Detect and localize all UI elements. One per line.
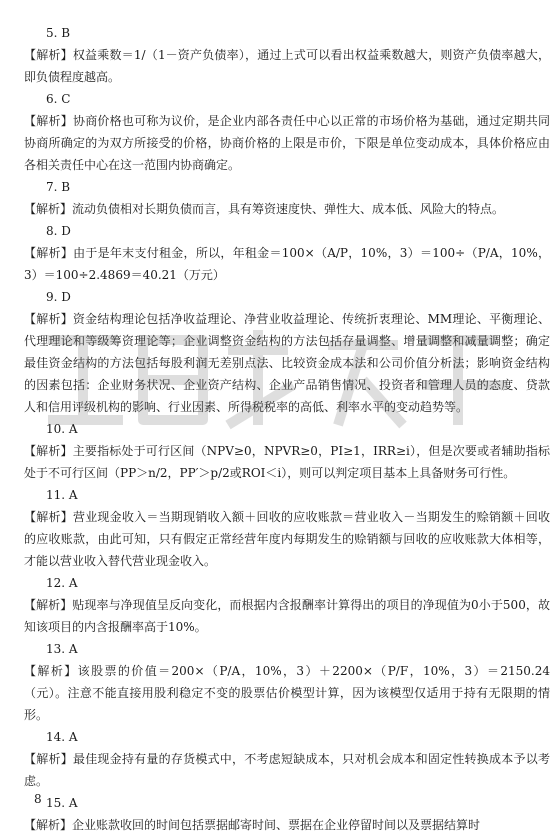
answer-number: 5. B — [46, 26, 71, 40]
answer-explanation: 【解析】权益乘数＝1/（1－资产负债率），通过上式可以看出权益乘数越大，则资产负债率越大，即负债程度越高。 — [24, 48, 550, 84]
answer-item — [24, 88, 550, 176]
answer-explanation: 【解析】资金结构理论包括净收益理论、净营业收益理论、传统折衷理论、MM理论、平衡理论、代理理论和等级筹资理论等；企业调整资金结构的方法包括存量调整、增量调整和减量调整；确定最佳资金结构的方法包括每股利润无差别点法、比较资金成本法和公司价值分析法；影响资金结构的因素包括：企业财务状况、企业资产结构、企业产品销售情况、投资者和管理人员的态度、贷款人和信用评级机构的影响、行业因素、所得税税率的高低、利率水平的变动趋势等。 — [24, 312, 550, 414]
answer-number: 12. A — [46, 576, 78, 590]
answer-explanation: 【解析】由于是年末支付租金，所以，年租金＝100×（A/P，10%，3）＝100÷（P/A，10%，3）＝100÷2.4869＝40.21（万元） — [24, 246, 550, 282]
answer-item — [24, 418, 550, 484]
answer-item — [24, 792, 550, 836]
answer-item — [24, 638, 550, 726]
answer-number: 11. A — [46, 488, 78, 502]
answer-list — [24, 22, 550, 836]
answer-item — [24, 22, 550, 88]
page-number: 8 — [34, 792, 42, 806]
answer-item — [24, 176, 550, 220]
answer-item — [24, 572, 550, 638]
answer-explanation: 【解析】该股票的价值＝200×（P/A，10%，3）＋2200×（P/F，10%，3）＝2150.24（元）。注意不能直接用股利稳定不变的股票估价模型计算，因为该模型仅适用于持有无限期的情形。 — [24, 664, 550, 722]
answer-number: 13. A — [46, 642, 78, 656]
answer-number: 6. C — [46, 92, 71, 106]
answer-explanation: 【解析】企业账款收回的时间包括票据邮寄时间、票据在企业停留时间以及票据结算时 — [24, 818, 481, 832]
answer-item — [24, 726, 550, 792]
answer-number: 7. B — [46, 180, 71, 194]
answer-number: 10. A — [46, 422, 78, 436]
answer-explanation: 【解析】贴现率与净现值呈反向变化，而根据内含报酬率计算得出的项目的净现值为0小于500，故知该项目的内含报酬率高于10%。 — [24, 598, 550, 634]
answer-explanation: 【解析】主要指标处于可行区间（NPV≥0，NPVR≥0，PI≥1，IRR≥i），但是次要或者辅助指标处于不可行区间（PP＞n/2，PP′＞p/2或ROI＜i），则可以判定项目基本上具备财务可行性。 — [24, 444, 550, 480]
answer-item — [24, 484, 550, 572]
answer-number: 15. A — [46, 796, 78, 810]
answer-explanation: 【解析】最佳现金持有量的存货模式中，不考虑短缺成本，只对机会成本和固定性转换成本予以考虑。 — [24, 752, 550, 788]
answer-explanation: 【解析】流动负债相对长期负债而言，具有筹资速度快、弹性大、成本低、风险大的特点。 — [24, 202, 505, 216]
answer-item — [24, 286, 550, 418]
answer-explanation: 【解析】营业现金收入＝当期现销收入额＋回收的应收账款＝营业收入－当期发生的赊销额＋回收的应收账款，由此可知，只有假定正常经营年度内每期发生的赊销额与回收的应收账款大体相等，才能以营业收入替代营业现金收入。 — [24, 510, 550, 568]
answer-number: 8. D — [46, 224, 71, 238]
answer-number: 9. D — [46, 290, 71, 304]
answer-number: 14. A — [46, 730, 78, 744]
answer-item — [24, 220, 550, 286]
answer-explanation: 【解析】协商价格也可称为议价，是企业内部各责任中心以正常的市场价格为基础，通过定期共同协商所确定的为双方所接受的价格，协商价格的上限是市价，下限是单位变动成本，具体价格应由各相关责任中心在这一范围内协商确定。 — [24, 114, 550, 172]
